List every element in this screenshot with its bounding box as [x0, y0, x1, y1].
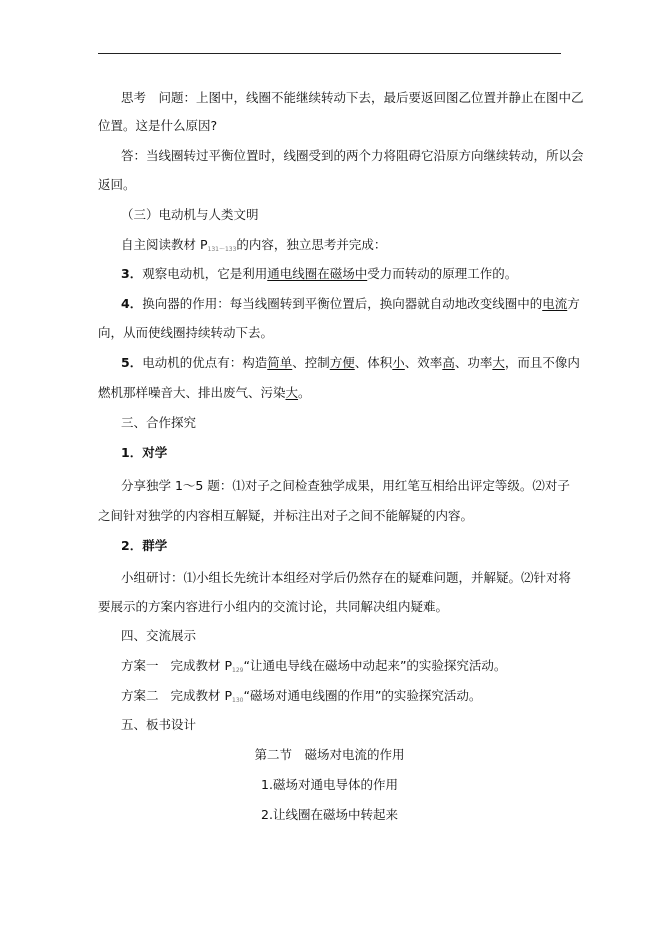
item4-line2: 向，从而使线圈持续转动下去。 — [98, 325, 274, 340]
plan1-page: 129 — [232, 667, 244, 674]
item5-answer-5: 大 — [492, 355, 505, 370]
item4-post: 方 — [567, 296, 580, 311]
board-item-2: 2.让线圈在磁场中转起来 — [261, 807, 398, 822]
plan2-label: 方案二 — [121, 688, 159, 703]
plan2-post: “磁场对通电线圈的作用”的实验探究活动。 — [243, 688, 482, 703]
plan2-pre: 完成教材 P — [170, 688, 233, 703]
part3-title: 三、合作探究 — [121, 415, 197, 430]
item5-text-2: 、控制 — [292, 355, 330, 370]
thinking-question-line1: 思考 问题：上图中，线圈不能继续转动下去，最后要返回图乙位置并静止在图中乙 — [121, 90, 584, 105]
item5-text-1: 电动机的优点有：构造 — [142, 355, 268, 370]
plan1-pre: 完成教材 P — [170, 658, 233, 673]
plan1-post: “让通电导线在磁场中动起来”的实验探究活动。 — [243, 658, 507, 673]
thinking-question-line2: 位置。这是什么原因? — [98, 118, 218, 133]
item4-answer: 电流 — [542, 296, 568, 311]
group-line1: 小组研讨：⑴小组长先统计本组经对学后仍然存在的疑难问题，并解疑。⑵针对将 — [121, 570, 572, 585]
item5-answer-3: 小 — [392, 355, 405, 370]
item5-answer-4: 高 — [442, 355, 455, 370]
item3-answer: 通电线圈在磁场中 — [267, 266, 368, 281]
self-study-line — [121, 237, 386, 258]
item5-answer-6: 大 — [285, 385, 299, 400]
self-study-post: 的内容，独立思考并完成： — [236, 237, 387, 252]
board-item-1: 1.磁场对通电导体的作用 — [261, 777, 398, 792]
thinking-answer-line1: 答：当线圈转过平衡位置时，线圈受到的两个力将阻碍它沿原方向继续转动，所以会 — [121, 148, 584, 163]
item5-text-4: 、效率 — [404, 355, 443, 370]
item3-pre: 观察电动机，它是利用 — [142, 266, 268, 281]
item4-line1 — [121, 296, 580, 312]
plan2-line — [121, 688, 481, 709]
item3-line — [121, 266, 517, 282]
item5-number: 5． — [121, 355, 143, 370]
group-heading-text: 群学 — [142, 538, 168, 553]
item4-pre: 换向器的作用：每当线圈转到平衡位置后，换向器就自动地改变线圈中的 — [142, 296, 543, 311]
board-title: 第二节 磁场对电流的作用 — [254, 747, 405, 762]
plan1-label: 方案一 — [121, 658, 159, 673]
header-rule — [98, 53, 561, 54]
item3-post: 受力而转动的原理工作的。 — [367, 266, 518, 281]
thinking-answer-line2: 返回。 — [98, 177, 136, 192]
pair-line1: 分享独学 1～5 题：⑴对子之间检查独学成果，用红笔互相给出评定等级。⑵对子 — [121, 478, 570, 493]
pair-heading-text: 对学 — [142, 445, 168, 460]
pair-heading-number: 1． — [121, 445, 143, 460]
self-study-pages: 131～133 — [207, 246, 237, 253]
section3-title: （三）电动机与人类文明 — [121, 207, 259, 222]
plan1-line — [121, 658, 506, 679]
pair-heading — [121, 445, 167, 461]
item5-text-6: ，而且不像内 — [504, 355, 580, 370]
part5-title: 五、板书设计 — [121, 717, 197, 732]
item5-line2-post: 。 — [298, 385, 311, 400]
plan2-page: 130 — [232, 697, 244, 704]
pair-line2: 之间针对独学的内容相互解疑，并标注出对子之间不能解疑的内容。 — [98, 508, 474, 523]
group-line2: 要展示的方案内容进行小组内的交流讨论，共同解决组内疑难。 — [98, 599, 449, 614]
item5-text-5: 、功率 — [454, 355, 493, 370]
item5-line2-pre: 燃机那样噪音大、排出废气、污染 — [98, 385, 286, 400]
group-heading — [121, 538, 167, 554]
item5-line1 — [121, 355, 580, 371]
item5-text-3: 、体积 — [354, 355, 393, 370]
self-study-pre: 自主阅读教材 P — [121, 237, 208, 252]
item4-number: 4． — [121, 296, 143, 311]
group-heading-number: 2． — [121, 538, 143, 553]
item5-answer-1: 简单 — [267, 355, 293, 370]
item3-number: 3． — [121, 266, 143, 281]
part4-title: 四、交流展示 — [121, 628, 197, 643]
item5-answer-2: 方便 — [329, 355, 355, 370]
item5-line2 — [98, 385, 311, 401]
